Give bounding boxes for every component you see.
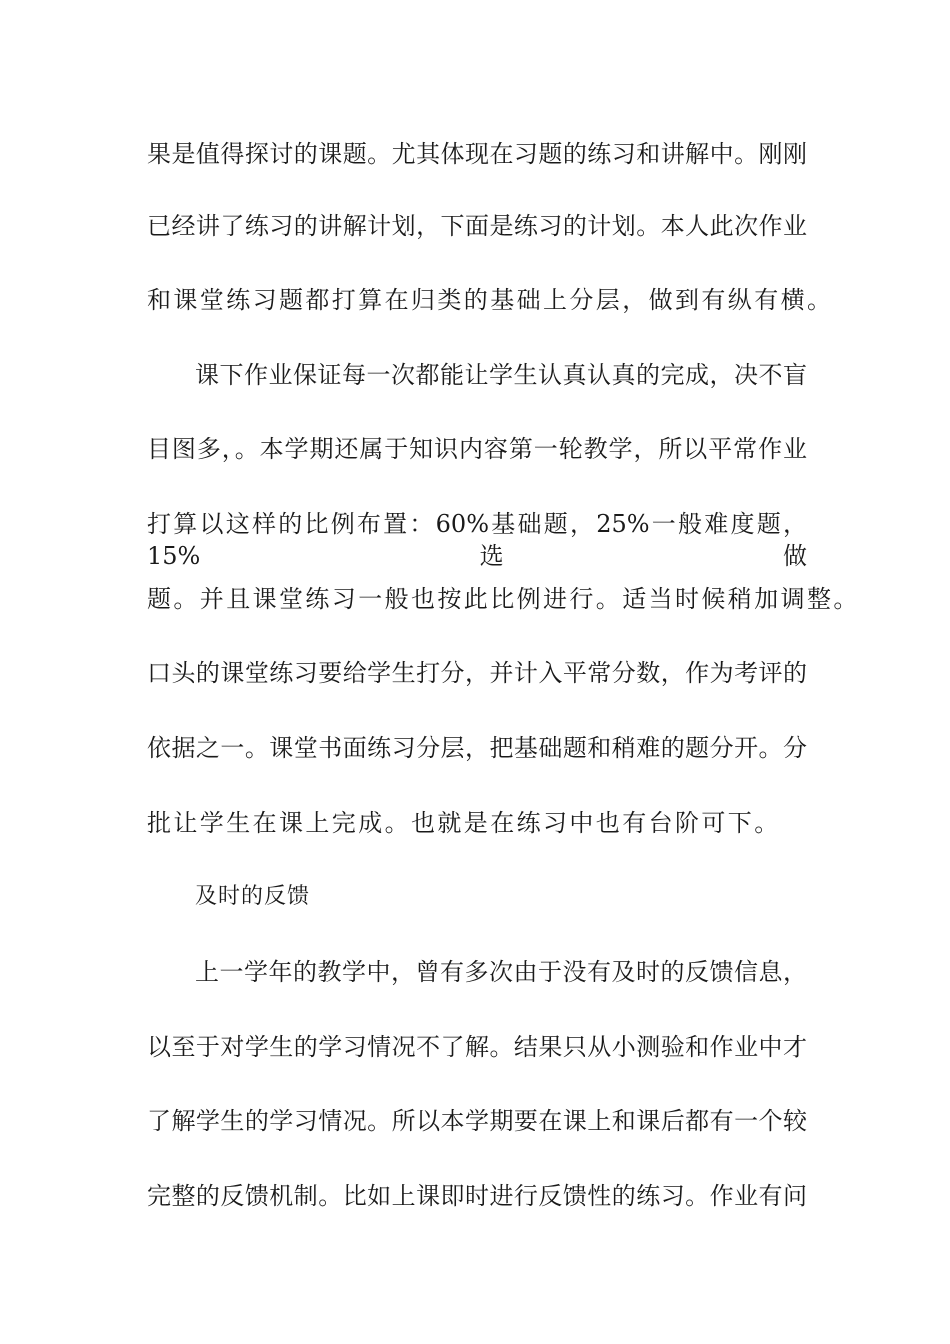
paragraph-line: 目图多，。本学期还属于知识内容第一轮教学，所以平常作业 [147,435,807,463]
paragraph-line: 题。并且课堂练习一般也按此比例进行。适当时候稍加调整。 [147,585,860,613]
paragraph-line: 完整的反馈机制。比如上课即时进行反馈性的练习。作业有问 [147,1182,807,1210]
paragraph-line: 依据之一。课堂书面练习分层，把基础题和稍难的题分开。分 [147,734,807,762]
paragraph-line: 课下作业保证每一次都能让学生认真认真的完成，决不盲 [195,361,807,389]
paragraph-line: 已经讲了练习的讲解计划，下面是练习的计划。本人此次作业 [147,212,807,240]
paragraph-line: 批让学生在课上完成。也就是在练习中也有台阶可下。 [147,809,781,837]
section-heading: 及时的反馈 [195,884,311,909]
paragraph-line: 了解学生的学习情况。所以本学期要在课上和课后都有一个较 [147,1107,807,1135]
paragraph-line: 和课堂练习题都打算在归类的基础上分层，做到有纵有横。 [147,286,834,314]
paragraph-line: 打算以这样的比例布置：60%基础题，25%一般难度题，15%选做 [147,510,807,570]
paragraph-line: 上一学年的教学中，曾有多次由于没有及时的反馈信息， [195,958,807,986]
paragraph-line: 口头的课堂练习要给学生打分，并计入平常分数，作为考评的 [147,659,807,687]
paragraph-line: 以至于对学生的学习情况不了解。结果只从小测验和作业中才 [147,1033,807,1061]
paragraph-line: 果是值得探讨的课题。尤其体现在习题的练习和讲解中。刚刚 [147,140,807,168]
